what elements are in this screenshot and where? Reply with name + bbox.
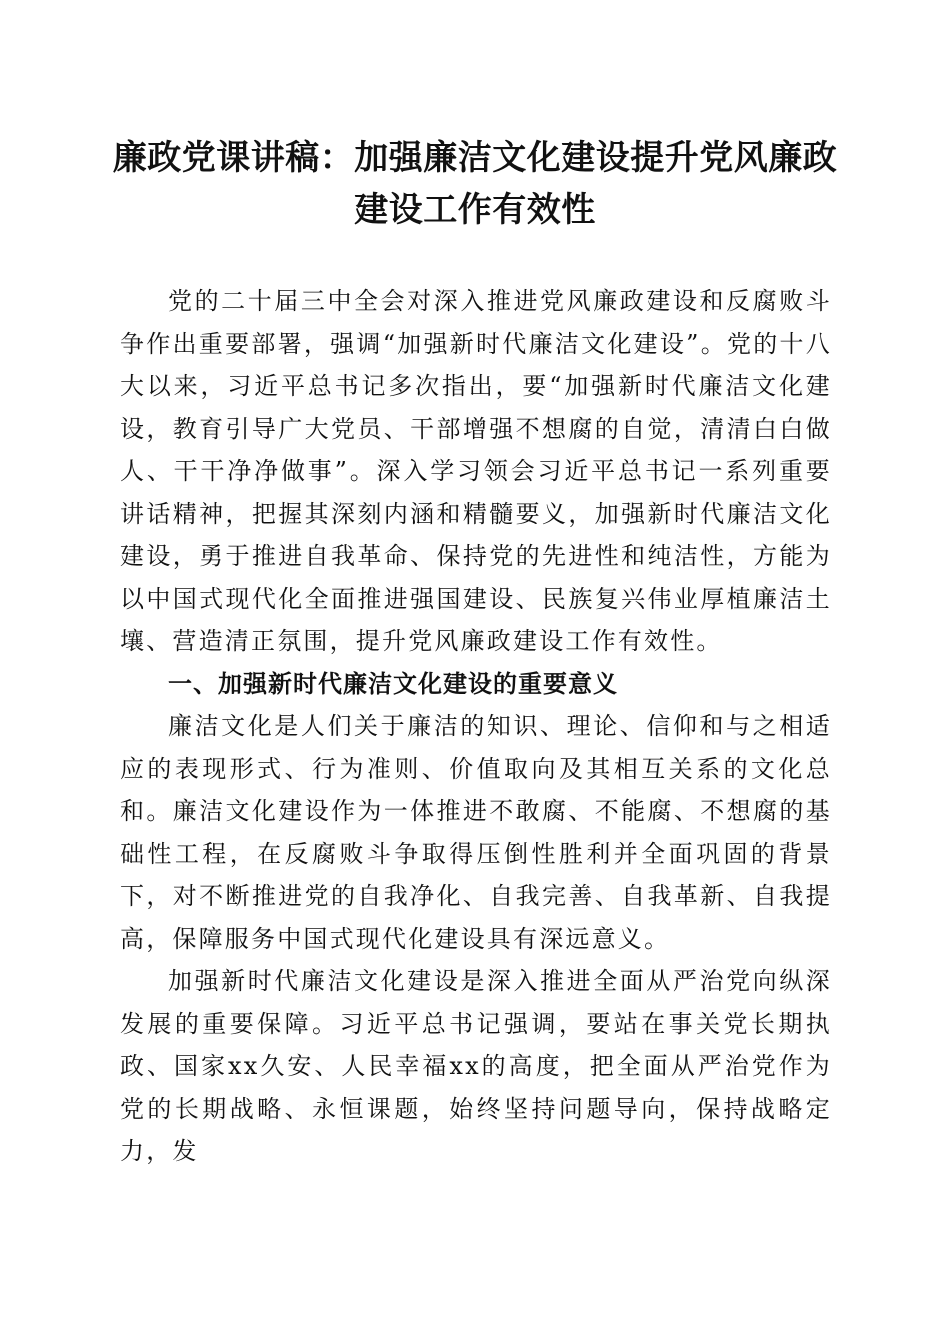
section-paragraph: 廉洁文化是人们关于廉洁的知识、理论、信仰和与之相适应的表现形式、行为准则、价值取向及其相互关系的文化总和。廉洁文化建设作为一体推进不敢腐、不能腐、不想腐的基础性工程，在反腐败斗争取得压倒性胜利并全面巩固的背景下，对不断推进党的自我净化、自我完善、自我革新、自我提高，保障服务中国式现代化建设具有深远意义。 [120,712,832,953]
document-title: 廉政党课讲稿：加强廉洁文化建设提升党风廉政建设工作有效性 [112,138,838,230]
section-heading: 一、加强新时代廉洁文化建设的重要意义 [168,669,618,698]
section-paragraph: 加强新时代廉洁文化建设是深入推进全面从严治党向纵深发展的重要保障。习近平总书记强调，要站在事关党长期执政、国家xx久安、人民幸福xx的高度，把全面从严治党作为党的长期战略、永恒课题，始终坚持问题导向，保持战略定力，发 [120,967,832,1165]
intro-paragraph: 党的二十届三中全会对深入推进党风廉政建设和反腐败斗争作出重要部署，强调“加强新时代廉洁文化建设”。党的十八大以来，习近平总书记多次指出，要“加强新时代廉洁文化建设，教育引导广大党员、干部增强不想腐的自觉，清清白白做人、干干净净做事”。深入学习领会习近平总书记一系列重要讲话精神，把握其深刻内涵和精髓要义，加强新时代廉洁文化建设，勇于推进自我革命、保持党的先进性和纯洁性，方能为以中国式现代化全面推进强国建设、民族复兴伟业厚植廉洁土壤、营造清正氛围，提升党风廉政建设工作有效性。 [120,287,832,655]
document-body [120,280,832,1173]
